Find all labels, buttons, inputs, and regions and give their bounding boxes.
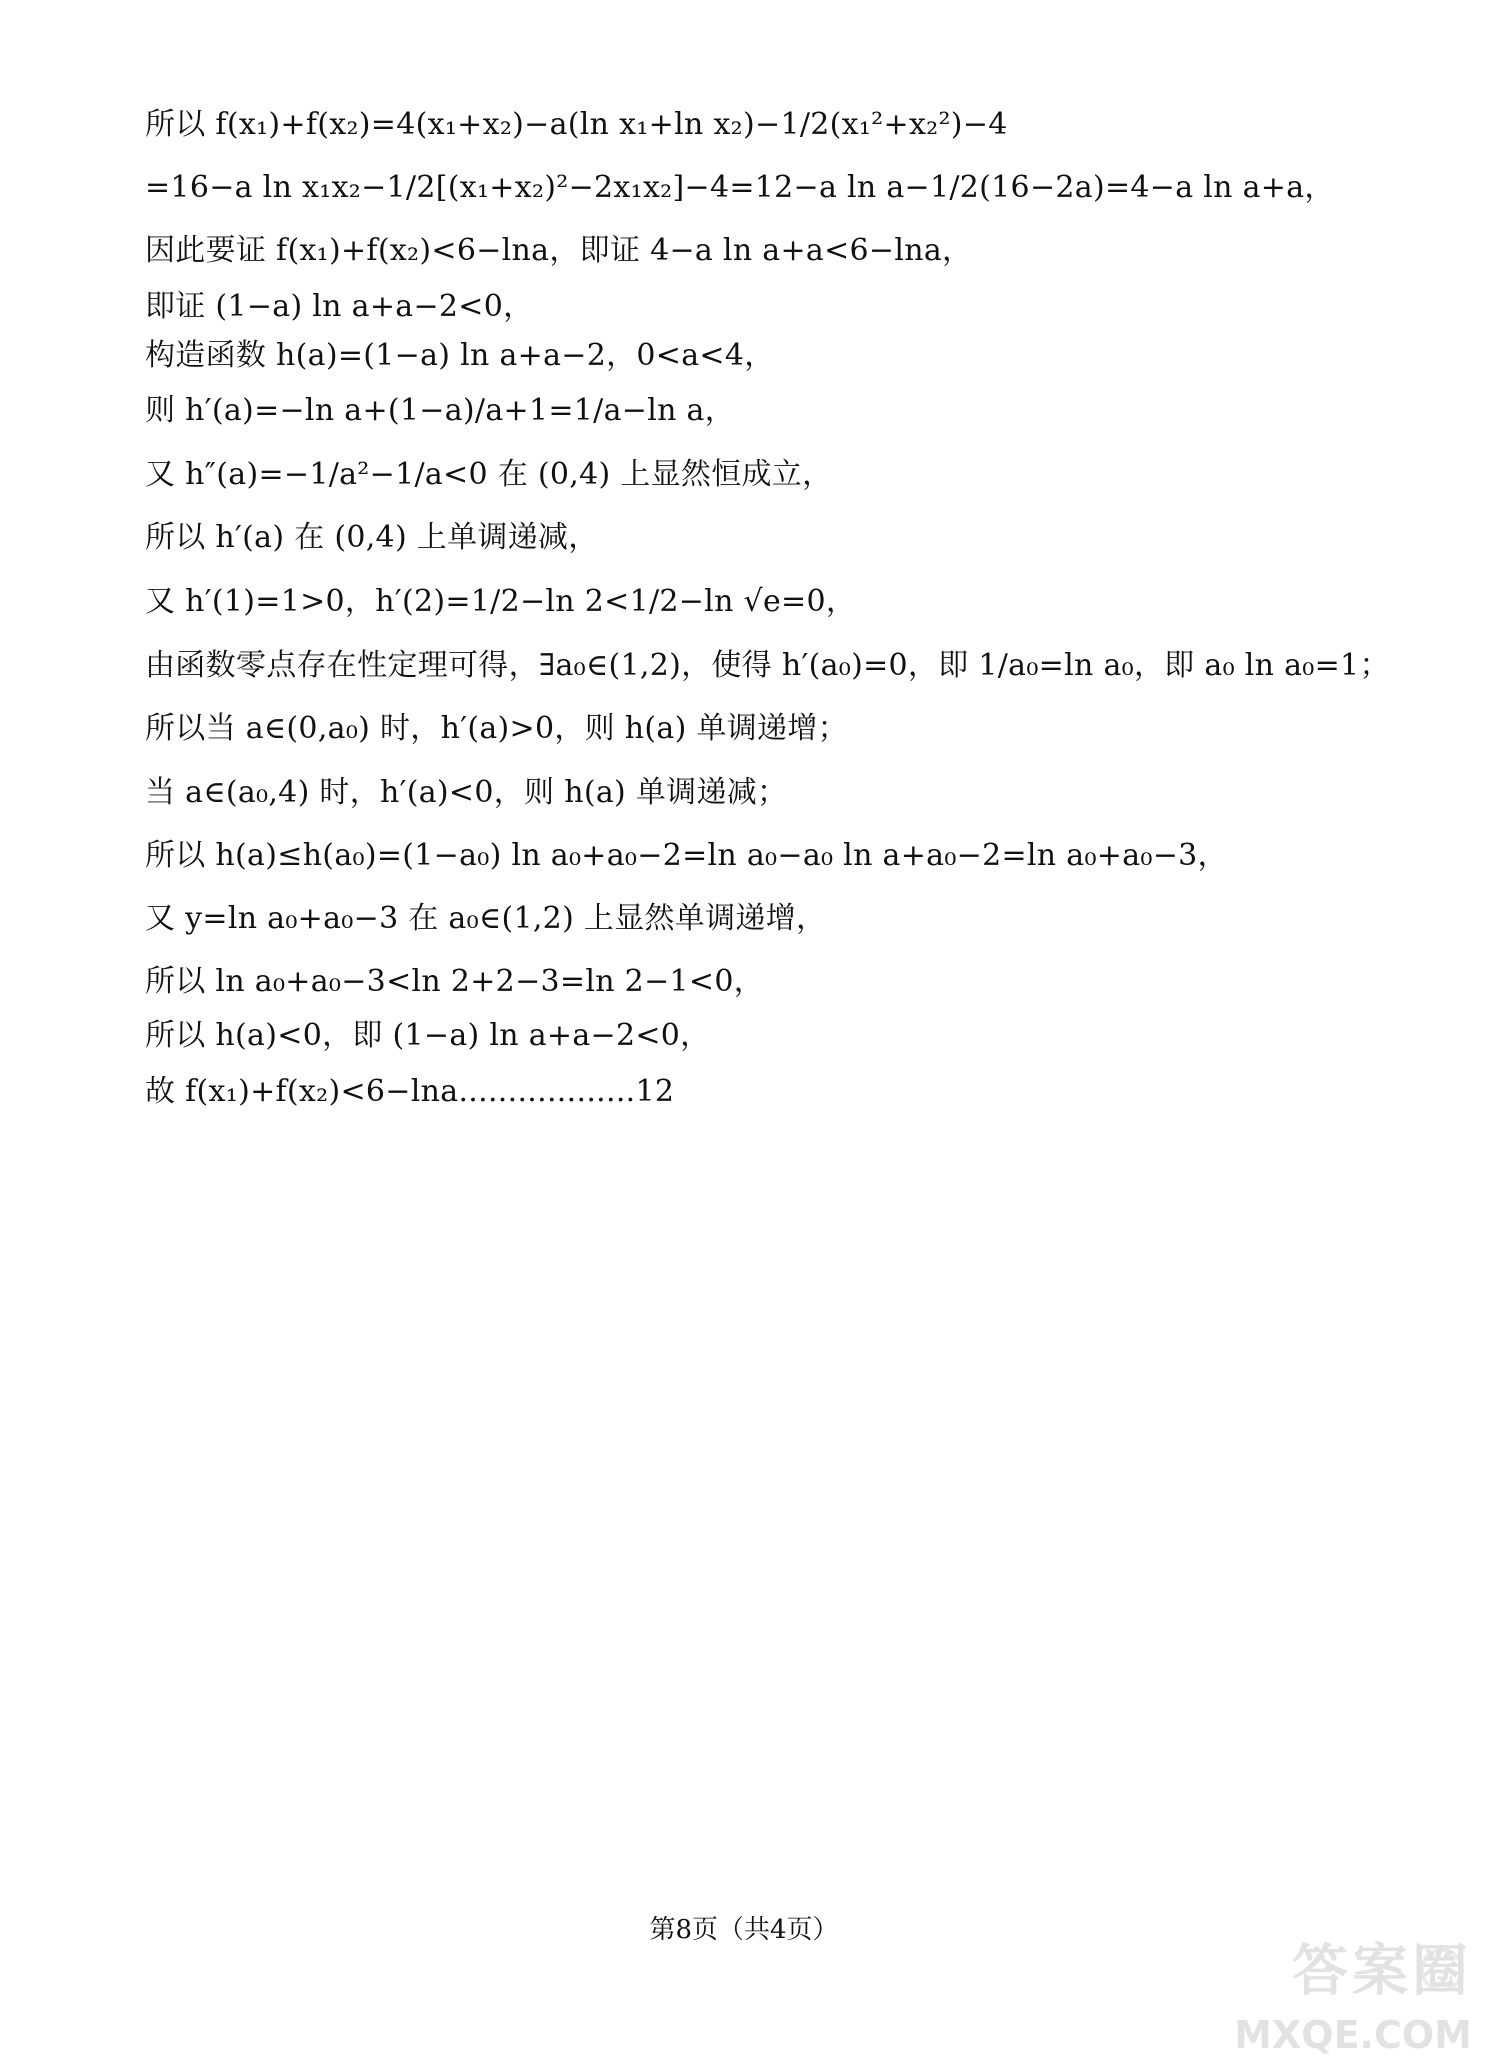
text-line-3: 因此要证 f(x₁)+f(x₂)<6−lna，即证 4−a ln a+a<6−lna，	[145, 233, 973, 268]
text-line-8: 所以 h′(a) 在 (0,4) 上单调递减，	[145, 520, 599, 555]
text-line-13: 所以 h(a)≤h(a₀)=(1−a₀) ln a₀+a₀−2=ln a₀−a₀ ln a+a₀−2=ln a₀+a₀−3，	[145, 838, 1228, 873]
text-line-2: =16−a ln x₁x₂−1/2[(x₁+x₂)²−2x₁x₂]−4=12−a ln a−1/2(16−2a)=4−a ln a+a，	[145, 170, 1335, 205]
text-line-15: 所以 ln a₀+a₀−3<ln 2+2−3=ln 2−1<0，	[145, 964, 765, 999]
watermark	[1182, 1939, 1472, 2057]
text-line-1: 所以 f(x₁)+f(x₂)=4(x₁+x₂)−a(ln x₁+ln x₂)−1/2(x₁²+x₂²)−4	[145, 107, 1008, 142]
watermark-en: MXQE.COM	[1234, 2013, 1472, 2057]
text-line-14: 又 y=ln a₀+a₀−3 在 a₀∈(1,2) 上显然单调递增，	[145, 901, 827, 936]
text-line-4: 即证 (1−a) ln a+a−2<0，	[145, 289, 534, 324]
watermark-cn: 答案圈	[1292, 1939, 1472, 2004]
text-line-7: 又 h″(a)=−1/a²−1/a<0 在 (0,4) 上显然恒成立，	[145, 457, 833, 492]
text-line-5: 构造函数 h(a)=(1−a) ln a+a−2，0<a<4，	[145, 338, 775, 373]
text-line-17: 故 f(x₁)+f(x₂)<6−lna..................12	[145, 1074, 675, 1109]
text-line-9: 又 h′(1)=1>0，h′(2)=1/2−ln 2<1/2−ln √e=0，	[145, 584, 857, 619]
text-line-12: 当 a∈(a₀,4) 时，h′(a)<0，则 h(a) 单调递减；	[145, 775, 788, 810]
text-line-6: 则 h′(a)=−ln a+(1−a)/a+1=1/a−ln a，	[145, 393, 736, 428]
text-line-16: 所以 h(a)<0，即 (1−a) ln a+a−2<0，	[145, 1018, 711, 1053]
text-line-11: 所以当 a∈(0,a₀) 时，h′(a)>0，则 h(a) 单调递增；	[145, 711, 848, 746]
page-footer: 第8页（共4页）	[649, 1915, 839, 1945]
text-line-10: 由函数零点存在性定理可得，∃a₀∈(1,2)，使得 h′(a₀)=0，即 1/a₀=ln a₀，即 a₀ ln a₀=1；	[145, 648, 1390, 683]
